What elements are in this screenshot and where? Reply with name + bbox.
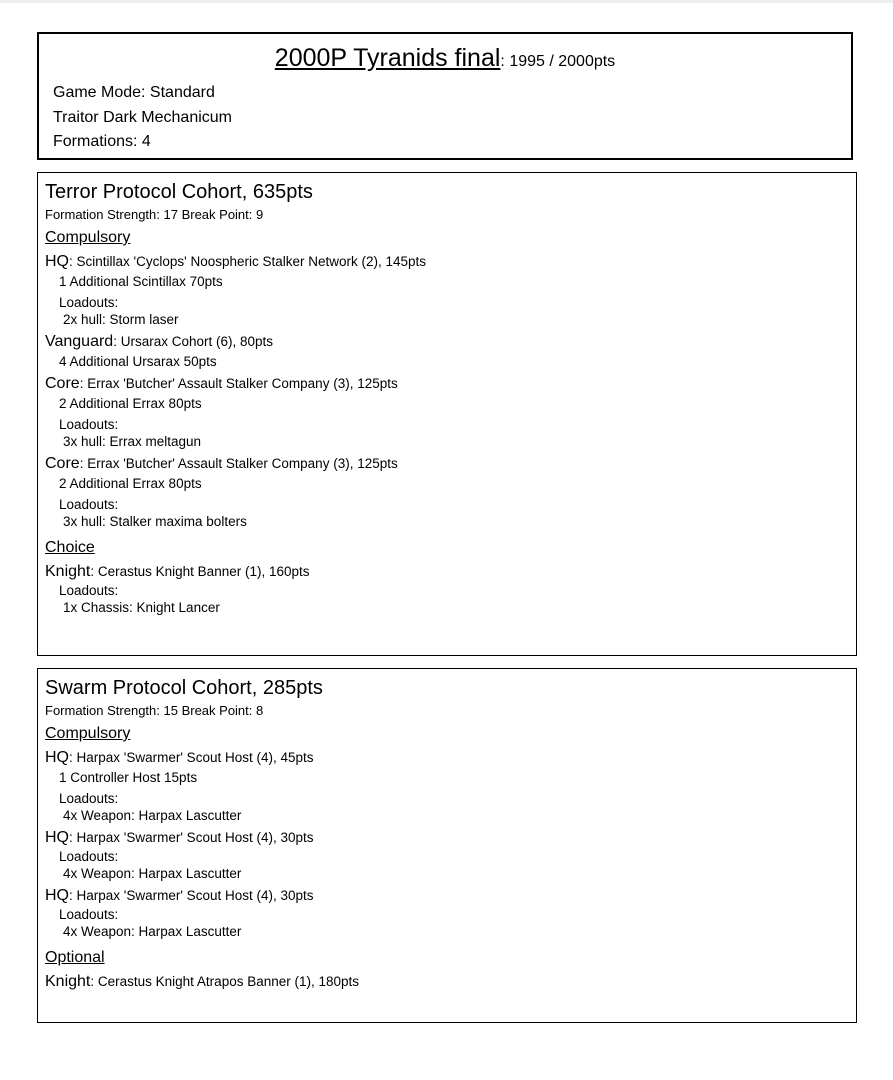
loadouts-label: Loadouts: <box>59 295 119 310</box>
game-mode: Game Mode: Standard <box>53 84 215 101</box>
top-bar <box>0 0 893 3</box>
unit-entry <box>45 885 856 941</box>
unit-loadouts <box>45 583 856 617</box>
unit-name: : Harpax 'Swarmer' Scout Host (4), 45pts <box>69 750 314 765</box>
unit-entry <box>45 373 856 451</box>
unit-entry <box>45 747 856 825</box>
loadouts-label: Loadouts: <box>59 497 119 512</box>
formation-count: Formations: 4 <box>53 133 151 150</box>
formation-strength: Formation Strength: 15 Break Point: 8 <box>45 703 264 718</box>
section-compulsory: Compulsory <box>45 229 131 246</box>
unit-role: HQ <box>45 253 69 270</box>
loadouts-label: Loadouts: <box>59 583 119 598</box>
loadouts-label: Loadouts: <box>59 849 119 864</box>
unit-upgrade: 2 Additional Errax 80pts <box>59 476 202 491</box>
army-points: : 1995 / 2000pts <box>500 53 616 70</box>
army-title-line <box>39 43 851 77</box>
loadout-item: 3x hull: Stalker maxima bolters <box>63 514 247 529</box>
unit-entry <box>45 251 856 329</box>
formation-title: Terror Protocol Cohort, 635pts <box>45 181 313 203</box>
unit-upgrade: 1 Additional Scintillax 70pts <box>59 274 223 289</box>
unit-loadouts <box>45 417 856 451</box>
loadout-item: 4x Weapon: Harpax Lascutter <box>63 924 242 939</box>
unit-entry <box>45 971 856 993</box>
unit-loadouts <box>45 907 856 941</box>
formation-strength: Formation Strength: 17 Break Point: 9 <box>45 207 264 222</box>
unit-role: Vanguard <box>45 333 114 350</box>
unit-name: : Errax 'Butcher' Assault Stalker Company (3), 125pts <box>79 376 398 391</box>
unit-entry <box>45 331 856 371</box>
unit-name: : Harpax 'Swarmer' Scout Host (4), 30pts <box>69 888 314 903</box>
section-choice: Choice <box>45 539 95 556</box>
unit-entry <box>45 827 856 883</box>
unit-upgrade: 2 Additional Errax 80pts <box>59 396 202 411</box>
army-meta <box>53 81 851 155</box>
unit-role: Core <box>45 455 80 472</box>
unit-role: HQ <box>45 887 69 904</box>
army-title: 2000P Tyranids final <box>274 44 501 72</box>
army-header <box>37 32 853 160</box>
loadouts-label: Loadouts: <box>59 791 119 806</box>
faction: Traitor Dark Mechanicum <box>53 108 233 126</box>
unit-entry <box>45 453 856 531</box>
loadouts-label: Loadouts: <box>59 907 119 922</box>
section-optional: Optional <box>45 949 105 966</box>
loadout-item: 3x hull: Errax meltagun <box>63 434 202 449</box>
unit-name: : Ursarax Cohort (6), 80pts <box>113 334 274 349</box>
loadout-item: 4x Weapon: Harpax Lascutter <box>63 866 242 881</box>
unit-upgrade: 4 Additional Ursarax 50pts <box>59 354 217 369</box>
unit-name: : Errax 'Butcher' Assault Stalker Company (3), 125pts <box>79 456 398 471</box>
unit-loadouts <box>45 849 856 883</box>
unit-name: : Cerastus Knight Atrapos Banner (1), 180pts <box>90 974 360 989</box>
unit-role: Core <box>45 375 80 392</box>
loadout-item: 1x Chassis: Knight Lancer <box>63 600 220 615</box>
loadouts-label: Loadouts: <box>59 417 119 432</box>
unit-role: HQ <box>45 829 69 846</box>
unit-name: : Scintillax 'Cyclops' Noospheric Stalker Network (2), 145pts <box>69 254 427 269</box>
formation-terror-protocol <box>37 172 857 656</box>
unit-upgrade: 1 Controller Host 15pts <box>59 770 198 785</box>
unit-loadouts <box>45 791 856 825</box>
unit-role: Knight <box>45 973 91 990</box>
formation-swarm-protocol <box>37 668 857 1023</box>
unit-loadouts <box>45 497 856 531</box>
unit-role: Knight <box>45 563 91 580</box>
unit-loadouts <box>45 295 856 329</box>
loadout-item: 4x Weapon: Harpax Lascutter <box>63 808 242 823</box>
unit-role: HQ <box>45 749 69 766</box>
unit-entry <box>45 561 856 617</box>
formation-title: Swarm Protocol Cohort, 285pts <box>45 677 323 699</box>
section-compulsory: Compulsory <box>45 725 131 742</box>
loadout-item: 2x hull: Storm laser <box>63 312 179 327</box>
unit-name: : Cerastus Knight Banner (1), 160pts <box>90 564 310 579</box>
unit-name: : Harpax 'Swarmer' Scout Host (4), 30pts <box>69 830 314 845</box>
